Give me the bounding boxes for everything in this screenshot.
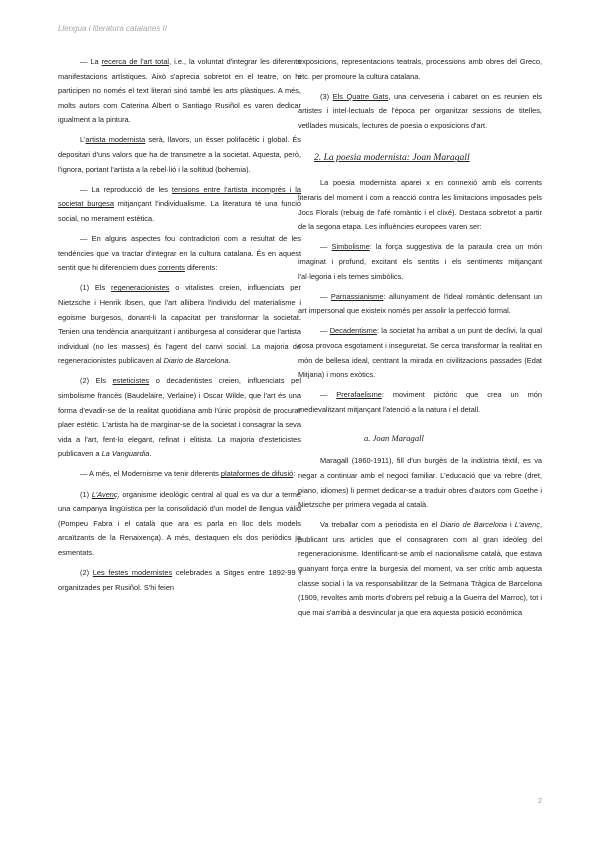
running-header: Llengua i literatura catalanes II bbox=[58, 24, 167, 33]
paragraph-corrents: — En alguns aspectes fou contradictori com a resultat de les tendències que va tractar d'integrar en la cultura catalana. És en aquest sentit que hi diferenciem dues corrents diferents: bbox=[58, 234, 301, 273]
term-corrents: corrents bbox=[158, 263, 185, 273]
paragraph-parnassianisme: — Parnassianisme: allunyament de l'ideal romàntic defensant un art impersonal que existeix només per assolir la perfecció formal. bbox=[298, 291, 543, 316]
term-recerca-art-total: recerca de l'art total bbox=[101, 57, 170, 66]
subsection-title: a. Joan Maragall bbox=[364, 433, 424, 444]
paragraph-artista-modernista: L'artista modernista serà, llavors, un ésser polifacètic i global. És depositari d'uns valors que ha de transmetre a la societat. Aquesta, però, l'ignora, portant l'artista a la rebel·lió i la soltitud (bohemia). bbox=[58, 135, 301, 174]
paragraph-quatre-gats: (3) Els Quatre Gats, una cerveseria i cabaret on es reunien els artistes i intel·lectuals de l'època per organitzar sessions de titelles, vetllades musicals, lectures de poesia o exposicions d'art. bbox=[298, 91, 543, 130]
paragraph-exposicions: exposicions, representacions teatrals, processions amb obres del Greco, etc. per promoure la cultura catalana. bbox=[298, 57, 542, 81]
left-column bbox=[58, 55, 301, 601]
term-artista-modernista: artista modernista bbox=[85, 135, 146, 145]
term-tensions: tensions entre l'artista incomprés i la societat burgesa bbox=[58, 184, 301, 209]
term-parnassianisme: Parnassianisme bbox=[330, 291, 384, 301]
paragraph-prerafaelisme: — Prerafaelisme: moviment pictòric que crea un món medievalitzant mitjançant l'atenció a la natura i el detall. bbox=[298, 390, 542, 414]
term-esteticistes: esteticistes bbox=[112, 376, 150, 386]
paragraph-regeneracionistes: (1) Els regeneracionistes o vitalistes creien, influenciats per Nietzsche i Henrik Ibsen, que l'art allibera l'individu del materialisme i egoisme burgesos, donant-li la capacitat per transformar la societat. Tenien una tendència anarquitzant i antiburgesa al considerar que l'artista individual (no les masses) és l'agent del canvi social. La majoria de regeneracionistes publicaven al Diario de Barcelona. bbox=[58, 283, 301, 366]
term-plataformes: plataformes de difusió bbox=[220, 469, 294, 479]
term-quatre-gats: Els Quatre Gats bbox=[332, 91, 389, 101]
term-decadentisme: Decadentisme bbox=[329, 326, 377, 336]
term-prerafaelisme: Prerafaelisme bbox=[336, 390, 382, 400]
term-festes-modernistes: Les festes modernistes bbox=[92, 568, 173, 577]
term-simbolisme: Simbolisme bbox=[331, 242, 370, 252]
paragraph-plataformes: — A més, el Modernisme va tenir diferents plataformes de difusió: bbox=[80, 469, 296, 479]
paragraph-esteticistes: (2) Els esteticistes o decadentistes creien, influenciats pel simbolisme francès (Baudelaire, Verlaine) i Oscar Wilde, que l'art és una forma d'evadir-se de la realitat quotidiana amb l'únic propòsit de procurar plaer estètic. L'artista ha de marginar-se de la societat i consagrar la seva vida a l'art, fent-lo elegant, refinat i elitista. La majoria d'esteticistes publicaven a La Vanguardia. bbox=[58, 376, 301, 459]
term-lavenc: L'Avenç bbox=[91, 489, 118, 499]
paragraph-recerca-art-total: — La recerca de l'art total, i.e., la voluntat d'integrar les diferents manifestacions artístiques. Això s'aprecia sobretot en el teatre, on hi participen no només el text literari sinó també les arts plàstiques. A més, molts autors com Caterina Albert o Santiago Rusiñol es varen dedicar igualment a la pintura. bbox=[58, 57, 301, 125]
paragraph-maragall-bio: Maragall (1860-1911), fill d'un burgès de la indústria tèxtil, es va negar a continuar amb el negoci familiar. L'educació que va rebre (dret, piano, idiomes) li permet dedicar-se a traduir obres d'autors com Goethe i Nietzsche per primera vegada al català. bbox=[298, 456, 542, 510]
paragraph-lavenc: (1) L'Avenç, organisme ideològic central al qual es va dur a terme una campanya lingüística per la consolidació d'un model de llengua vàlid (Pompeu Fabra i el català que ara es parla en lloc dels models arcaïtzants de la Renaixença). A més, destaquen els dos periòdics ja esmentats. bbox=[58, 489, 301, 557]
paragraph-maragall-periodista: Va treballar com a periodista en el Diario de Barcelona i L'avenç, publicant uns articles que el consagraren com al gran ideòleg del regeneracionisme. Identificant-se amb el nacionalisme català, que estava guanyant força entre la burgesia del moment, va ser crític amb aquesta classe social i la va responsabilitzar de la Setmana Tràgica de Barcelona (1909, revoltes amb morts d'obrers pel rebuig a la Guerra del Marroc), tot i que mai s'arribà a desvincular ja que era aquesta posició econòmica bbox=[298, 520, 542, 617]
paragraph-decadentisme: — Decadentisme: la societat ha arribat a un punt de declivi, la qual cosa provoca esgotament i inseguretat. Se cerca transformar la realitat en món de bellesa ideal, centrant la mirada en civilitzacions passades (Edat Mitjana) i mons exòtics. bbox=[298, 326, 542, 380]
paragraph-simbolisme: — Simbolisme: la força suggestiva de la paraula crea un món imaginat i profund, excitant els sentits i els sentiments mitjançant l'al·legoria i els temes simbòlics. bbox=[298, 242, 542, 281]
right-column bbox=[298, 55, 542, 626]
paragraph-tensions: — La reproducció de les tensions entre l'artista incomprés i la societat burgesa mitjançant l'individualisme. La literatura té una funció social, no merament estètica. bbox=[58, 184, 301, 223]
section-title: 2. La poesia modernista: Joan Maragall bbox=[314, 152, 470, 164]
paragraph-poesia-modernista: La poesia modernista aparei x en connexió amb els corrents literaris del moment i com a reacció contra les limitacions imposades pels Jocs Florals (rebuig de l'afé romàntic i el clixé). Destaca sobretot a partir de la segona etapa. Les influències europees varen ser: bbox=[298, 178, 542, 232]
paragraph-festes-modernistes: (2) Les festes modernistes celebrades a Sitges entre 1892-99 i organitzades per Rusiñol. S'hi feien bbox=[58, 568, 301, 592]
page-number: 2 bbox=[537, 796, 542, 805]
term-regeneracionistes: regeneracionistes bbox=[111, 283, 170, 293]
